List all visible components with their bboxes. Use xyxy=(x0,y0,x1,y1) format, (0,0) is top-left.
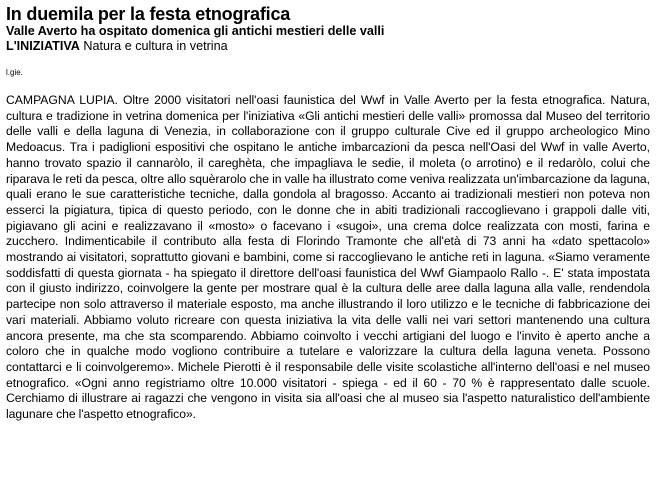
article-kicker xyxy=(6,39,650,54)
article-author: l.gie. xyxy=(6,68,23,77)
article-dateline: CAMPAGNA LUPIA. xyxy=(6,93,118,107)
article-headline: In duemila per la festa etnografica xyxy=(6,4,291,24)
article-body xyxy=(6,93,650,423)
article-body-text: Oltre 2000 visitatori nell'oasi faunistica del Wwf in Valle Averto per la festa etnografica. Natura, cultura e tradizione in vetrina domenica per l'iniziativa «Gli antichi mestieri delle valli» promossa dal Museo del territorio delle valli e della laguna di Venezia, in collaborazione con il gruppo culturale Cive ed il gruppo archeologico Mino Medoacus. Tra i padiglioni espositivi che ospitano le antiche imbarcazioni da pesca nell'Oasi del Wwf in valle Averto, hanno trovato spazio il cannaròlo, il careghèta, che impagliava le sedie, il moleta (o arrotino) e il redaròlo, colui che riparava le reti da pesca, oltre allo squèrarolo che in valle ha illustrato come veniva realizzata un'imbarcazione da laguna, quali erano le sue caratteristiche tecniche, dalla gondola al bragosso. Accanto ai tradizionali mestieri non poteva non esserci la pigiatura, tipica di questo periodo, con le donne che in abiti tradizionali raccoglievano i grappoli dalle viti, pigiavano gli acini e realizzavano il «mosto» o facevano i «sugoi», una crema dolce realizzata con mosti, farina e zucchero. Indimenticabile il contributo alla festa di Florindo Tramonte che all'età di 73 anni ha «dato spettacolo» mostrando ai visitatori, soprattutto giovani e bambini, come si raccoglievano le antiche reti in laguna. «Siamo veramente soddisfatti di questa giornata - ha spiegato il direttore dell'oasi faunistica del Wwf Giampaolo Rallo -. E' stata impostata con il giusto indirizzo, coinvolgere la gente per mostrare qual è la cultura delle aree dalla laguna alla valle, rendendola partecipe non solo attraverso il materiale esposto, ma anche illustrando il loro utilizzo e le tecniche di fabbricazione dei vari materiali. Abbiamo voluto ricreare con questa iniziativa la vita delle valli nei vari settori mantenendo una cultura ancora presente, ma che sta scomparendo. Abbiamo coinvolto i vecchi artigiani del luogo e l'invito è aperto anche a coloro che in qualche modo vogliono contribuire a tutelare e valorizzare la cultura della laguna veneta. Possono contattarci e li coinvolgeremo». Michele Pierotti è il responsabile delle visite scolastiche all'interno dell'oasi e nel museo etnografico. «Ogni anno registriamo oltre 10.000 visitatori - spiega - ed il 60 - 70 % è rappresentato dalle scuole. Cerchiamo di illustrare ai ragazzi che vengono in visita sia all'oasi che al museo sia l'aspetto naturalistico dell'ambiente lagunare che l'aspetto etnografico». xyxy=(6,93,651,422)
kicker-title: Natura e cultura in vetrina xyxy=(79,39,228,53)
kicker-section-label: L'INIZIATIVA xyxy=(6,39,80,53)
article-subheadline: Valle Averto ha ospitato domenica gli antichi mestieri delle valli xyxy=(6,24,385,38)
